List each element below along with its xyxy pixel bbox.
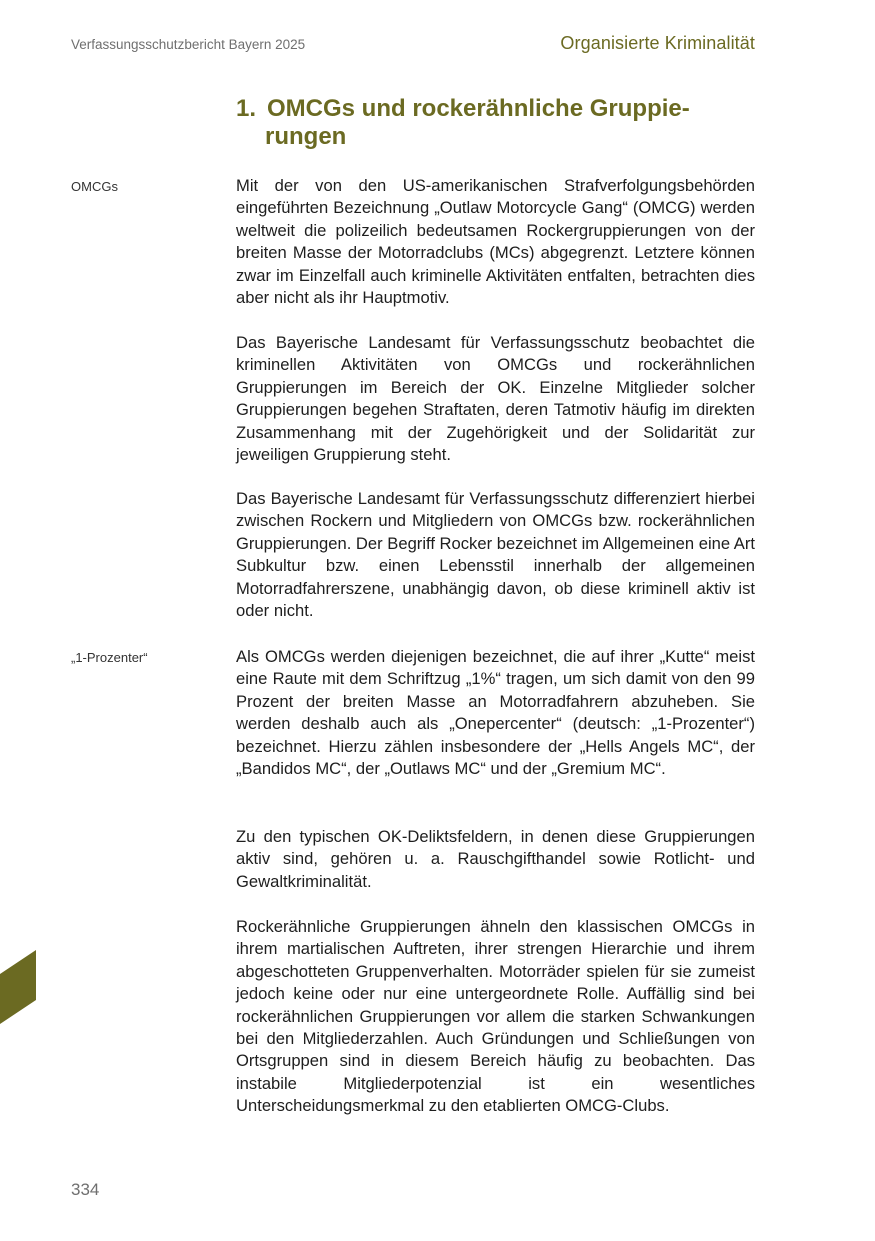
- running-header-title: Verfassungsschutzbericht Bayern 2025: [71, 37, 306, 52]
- heading-line-1: OMCGs und rockerähnliche Gruppie-: [267, 95, 690, 122]
- paragraph-2: Das Bayerische Landesamt für Verfassungsschutz beobachtet die kriminellen Aktivitäten von OMCGs und rockerähnlichen Gruppierungen im Bereich der OK. Einzelne Mitglieder solcher Gruppierungen begehen Straftaten, deren Tatmotiv häufig im direkten Zusammenhang mit der Zugehörigkeit und der Solidarität zur jeweiligen Gruppierung steht.: [236, 333, 755, 465]
- heading-line-2: rungen: [265, 123, 347, 150]
- paragraph-3: Das Bayerische Landesamt für Verfassungsschutz differenziert hierbei zwischen Rockern und Mitgliedern von OMCGs bzw. rockerähnlichen Gruppierungen. Der Begriff Rocker bezeichnet im Allgemeinen eine Art Subkultur bzw. einen Lebensstil innerhalb der allgemeinen Motorradfahrerszene, unabhängig davon, ob diese kriminell aktiv ist oder nicht.: [236, 489, 755, 621]
- margin-label-1-prozenter: „1-Prozenter“: [71, 650, 148, 665]
- heading-number: 1.: [236, 95, 257, 122]
- paragraph-4: Als OMCGs werden diejenigen bezeichnet, die auf ihrer „Kutte“ meist eine Raute mit dem Schriftzug „1%“ tragen, um sich damit von den 99 Prozent der breiten Masse an Motorradfahrern abzuheben. Sie werden deshalb auch als „Onepercenter“ (deutsch: „1-Prozenter“) bezeichnet. Hierzu zählen insbesondere der „Hells Angels MC“, der „Bandidos MC“, der „Outlaws MC“ und der „Gremium MC“.: [236, 647, 755, 779]
- section-heading: [236, 95, 756, 151]
- paragraph-6: Rockerähnliche Gruppierungen ähneln den klassischen OMCGs in ihrem martialischen Auftreten, ihrer strengen Hierarchie und ihrem abgeschotteten Gruppenverhalten. Motorräder spielen für sie zumeist jedoch keine oder nur eine untergeordnete Rolle. Auffällig sind bei rockerähnlichen Gruppierungen vor allem die starken Schwankungen bei den Mitgliederzahlen. Auch Gründungen und Schließungen von Ortsgruppen sind in diesem Bereich häufig zu beobachten. Das instabile Mitgliederpotenzial ist ein wesentliches Unterscheidungsmerkmal zu den etablierten OMCG-Clubs.: [236, 917, 755, 1116]
- paragraph-1: Mit der von den US-amerikanischen Strafverfolgungsbehörden eingeführten Bezeichnung „Outlaw Motorcycle Gang“ (OMCG) werden weltweit die polizeilich bedeutsamen Rockergruppierungen von der breiten Masse der Motorradclubs (MCs) abgegrenzt. Letztere können zwar im Einzelfall auch kriminelle Aktivitäten entfalten, betrachten dies aber nicht als ihr Hauptmotiv.: [236, 176, 755, 308]
- paragraph-5: Zu den typischen OK-Deliktsfeldern, in denen diese Gruppierungen aktiv sind, gehören u. a. Rauschgifthandel sowie Rotlicht- und Gewaltkriminalität.: [236, 827, 755, 891]
- margin-label-omcgs: OMCGs: [71, 179, 118, 194]
- page-number: 334: [71, 1180, 100, 1199]
- running-header-section: Organisierte Kriminalität: [560, 33, 755, 53]
- chapter-tab-marker: [0, 950, 36, 1024]
